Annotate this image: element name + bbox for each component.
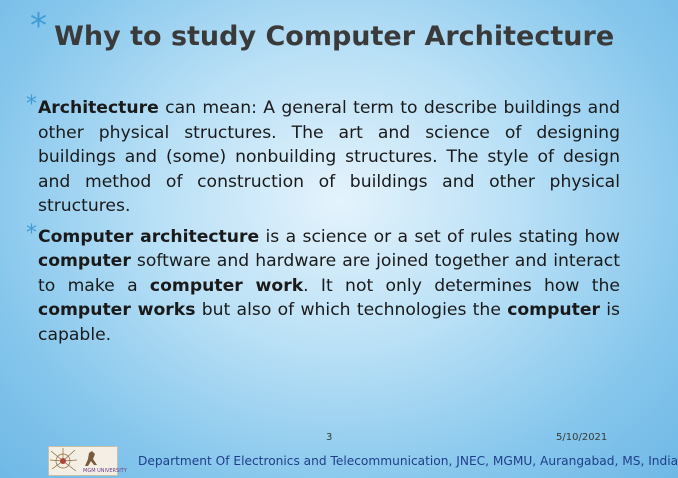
bullet-point [26, 220, 621, 348]
slide-title-row [30, 6, 615, 54]
footer-department: Department Of Electronics and Telecommunication, JNEC, MGMU, Aurangabad, MS, India [138, 454, 678, 468]
text-run: . It not only determines how the [303, 275, 620, 296]
text-run: but also of which technologies the [195, 300, 508, 320]
bullet-text [38, 227, 620, 345]
text-run: is capable. [38, 300, 621, 345]
title-bullet-icon: * [30, 6, 47, 46]
slide-number: 3 [326, 432, 333, 443]
bold-term: computer [507, 300, 600, 320]
text-run: can mean: A general term to describe buildings and other physical structures. The art and science of designing buildings and (some) nonbuilding structures. The style of design and method of construction of buildings and other physical structures. [38, 98, 620, 216]
bullet-icon: * [26, 220, 37, 246]
bullet-point [26, 92, 620, 219]
slide-body [26, 92, 621, 353]
bold-term: Computer architecture [38, 226, 260, 247]
bold-term: Architecture [38, 98, 159, 118]
bullet-text [38, 98, 620, 216]
bold-term: computer [38, 251, 131, 271]
bullet-icon: * [26, 92, 37, 117]
text-run: software and hardware are joined together and interact to make a [38, 251, 620, 296]
slide-date: 5/10/2021 [556, 432, 608, 443]
bold-term: computer works [38, 300, 196, 320]
bold-term: computer work [149, 275, 304, 296]
logo-text: MGM UNIVERSITY [83, 468, 127, 474]
slide-title: Why to study Computer Architecture [54, 21, 615, 52]
mgm-university-logo-icon [48, 446, 127, 476]
text-run: is a science or a set of rules stating how [259, 226, 620, 247]
